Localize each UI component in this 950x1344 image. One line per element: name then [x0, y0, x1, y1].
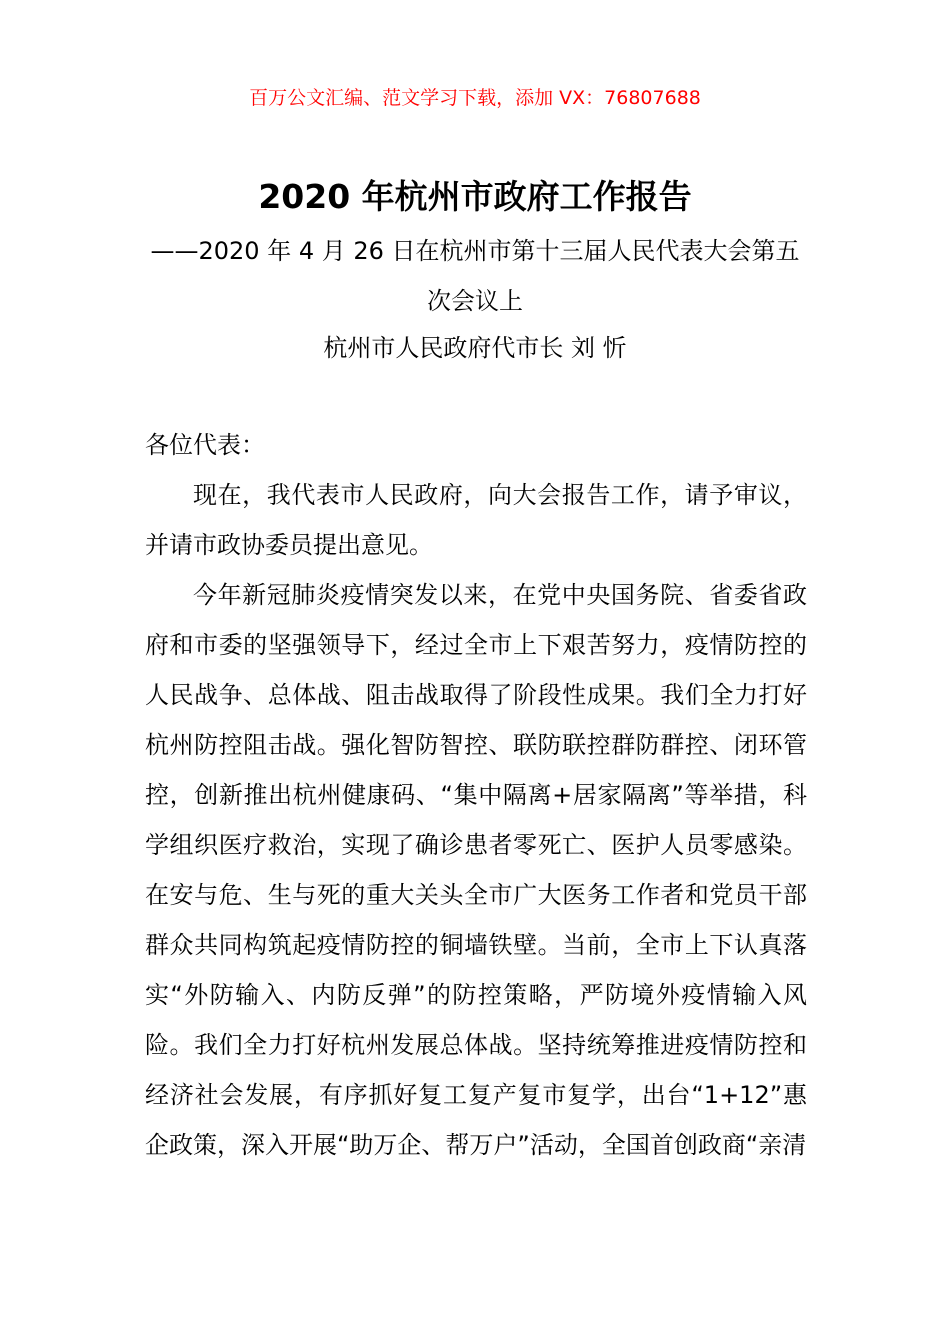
document-body [145, 420, 807, 1170]
document-author: 杭州市人民政府代市长 刘 忻 [323, 334, 627, 362]
document-subtitle: ——2020 年 4 月 26 日在杭州市第十三届人民代表大会第五次会议上 [150, 237, 800, 315]
salutation: 各位代表： [145, 431, 265, 459]
paragraph: 现在，我代表市人民政府，向大会报告工作，请予审议，并请市政协委员提出意见。 [145, 481, 807, 559]
header-note: 百万公文汇编、范文学习下载，添加 VX：76807688 [249, 87, 701, 109]
document-title: 2020 年杭州市政府工作报告 [258, 177, 692, 216]
paragraph: 今年新冠肺炎疫情突发以来，在党中央国务院、省委省政府和市委的坚强领导下，经过全市上下艰苦努力，疫情防控的人民战争、总体战、阻击战取得了阶段性成果。我们全力打好杭州防控阻击战。强化智防智控、联防联控群防群控、闭环管控，创新推出杭州健康码、“集中隔离+居家隔离”等举措，科学组织医疗救治，实现了确诊患者零死亡、医护人员零感染。在安与危、生与死的重大关头全市广大医务工作者和党员干部群众共同构筑起疫情防控的铜墙铁壁。当前，全市上下认真落实“外防输入、内防反弹”的防控策略，严防境外疫情输入风险。我们全力打好杭州发展总体战。坚持统筹推进疫情防控和经济社会发展，有序抓好复工复产复市复学，出台“1+12”惠企政策，深入开展“助万企、帮万户”活动，全国首创政商“亲清 [145, 581, 807, 1159]
